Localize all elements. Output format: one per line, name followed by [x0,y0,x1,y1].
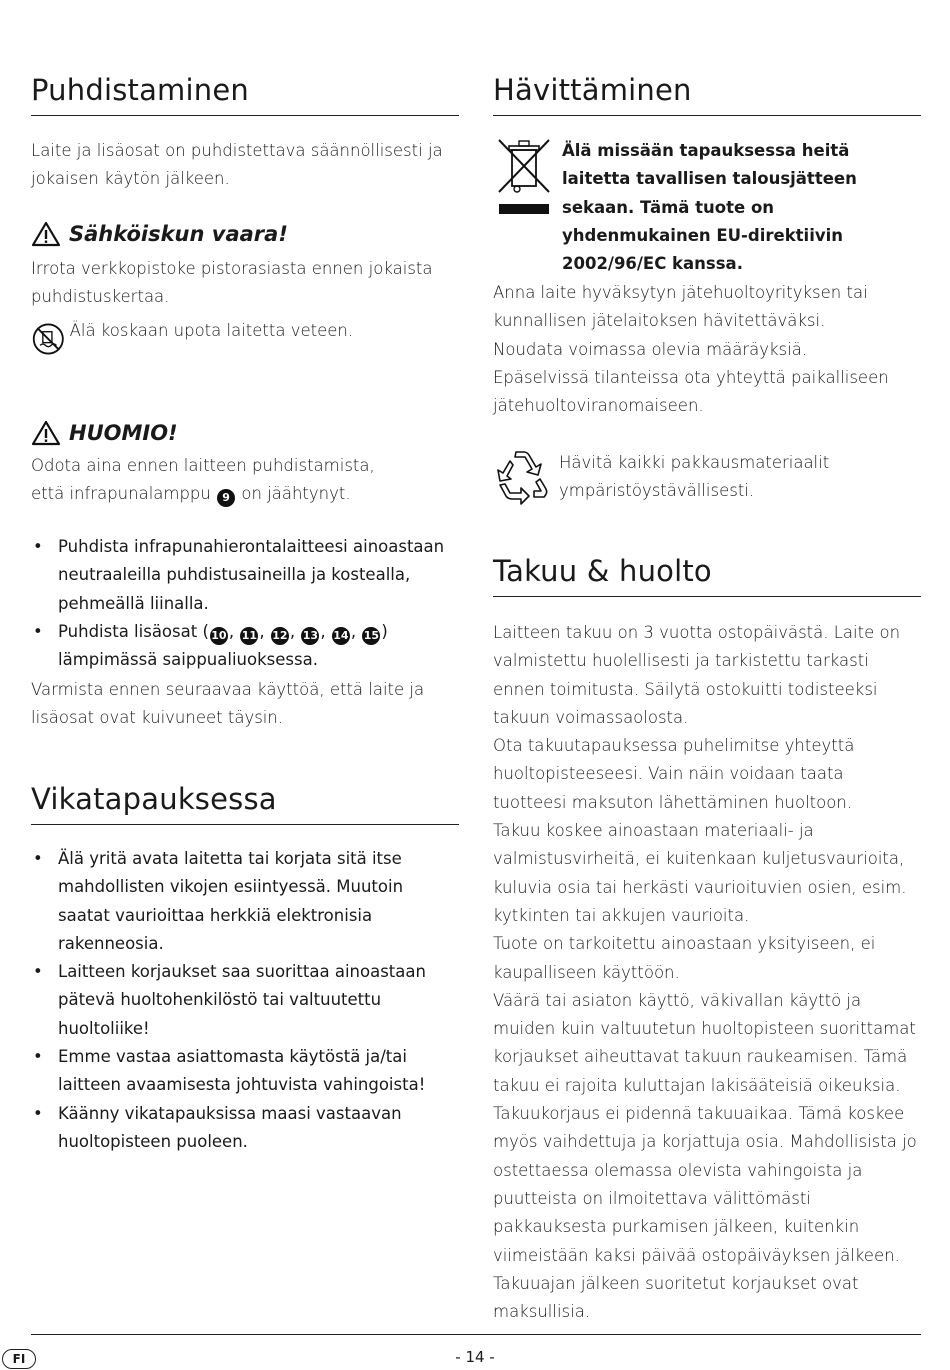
bullet2-text-a: Puhdista lisäosat ( [58,621,209,641]
cleaning-title: Puhdistaminen [31,72,459,116]
shock-warning-heading [31,219,288,249]
list-item: • Älä yritä avata laitetta tai korjata sitä itse mahdollisten vikojen esiintyessä. Muutoin saatat vaurioittaa herkkiä elektronisia rakenneosia. [31,845,459,958]
part-number-badge: 10 [210,627,228,645]
warranty-body [493,619,921,1326]
cleaning-intro: Laite ja lisäosat on puhdistettava säännöllisesti ja jokaisen käytön jälkeen. [31,141,443,189]
footer-divider [31,1334,921,1335]
fault-bullets [31,845,459,1156]
warranty-paragraph: Väärä tai asiaton käyttö, väkivallan käyttö ja muiden kuin valtuutetun huoltopisteen suorittamat korjaukset aiheuttavat takuun raukeamisen. Tämä takuu ei rajoita kuluttajan lakisääteisiä oikeuksia. [493,990,916,1095]
weee-warning-text: Älä missään tapauksessa heitä laitetta tavallisen talousjätteen sekaan. Tämä tuote on yhdenmukainen EU-direktiivin 2002/96/EC kanssa. [562,141,857,274]
note-heading [31,418,178,448]
crossed-bin-icon [495,138,553,218]
warranty-paragraph: Tuote on tarkoitettu ainoastaan yksityiseen, ei kaupalliseen käyttöön. [493,934,876,982]
warranty-paragraph: Takuu koskee ainoastaan materiaali- ja valmistusvirheitä, ei kuitenkaan kuljetusvaurioita, kuluvia osia tai herkästi vaurioituvien osien, esim. kytkinten tai akkujen vaurioita. [493,821,907,925]
part-number-badge: 15 [362,627,380,645]
list-item: • Emme vastaa asiattomasta käytöstä ja/tai laitteen avaamisesta johtuvista vahingoista! [31,1043,459,1100]
warranty-paragraph: Ota takuutapauksessa puhelimitse yhteyttä huoltopisteeseesi. Vain näin voidaan taata tuotteesi maksuton lähettäminen huoltoon. [493,736,855,812]
disposal-text-3: Epäselvissä tilanteissa ota yhteyttä paikalliseen jätehuoltoviranomaiseen. [493,368,889,416]
shock-warning-text: Irrota verkkopistoke pistorasiasta ennen jokaista puhdistuskertaa. [31,259,433,307]
list-item: • Puhdista lisäosat ( 10 , 11 , 12 , 13 , 14 , 15 ) lämpimässä saippualiuoksessa. [31,618,459,675]
warning-triangle-icon [31,221,61,247]
list-item: • Laitteen korjaukset saa suorittaa ainoastaan pätevä huoltohenkilöstö tai valtuutettu huoltoliike! [31,958,459,1043]
part-number-badge: 12 [271,627,289,645]
warranty-paragraph: Laitteen takuu on 3 vuotta ostopäivästä. Laite on valmistettu huolellisesti ja tarkistettu tarkasti ennen toimitusta. Säilytä ostokuitti todisteeksi takuun voimassaolosta. [493,623,901,727]
language-badge: FI [2,1349,36,1369]
part-number-badge: 13 [301,627,319,645]
note-text-b: että infrapunalamppu [31,484,211,504]
warning-triangle-icon [31,420,61,446]
disposal-text: Anna laite hyväksytyn jätehuoltoyrityksen tai kunnallisen jätelaitoksen hävitettäväksi. [493,283,868,331]
note-text [31,452,459,509]
cleaning-bullets [31,533,459,674]
no-water-text: Älä koskaan upota laitetta veteen. [69,321,354,340]
no-immersion-icon [31,320,66,358]
page-number: - 14 - [455,1348,495,1366]
recycle-text: Hävitä kaikki pakkausmateriaalit ympäristöystävällisesti. [559,453,830,501]
warranty-title: Takuu & huolto [493,553,921,597]
disposal-text-2: Noudata voimassa olevia määräyksiä. [493,340,808,359]
disposal-title: Hävittäminen [493,72,921,116]
warranty-paragraph: Takuukorjaus ei pidennä takuuaikaa. Tämä koskee myös vaihdettuja ja korjattuja osia. Mahdollisista jo ostettaessa olemassa olevista vahingoista ja puutteista on ilmoitettava välittömästi pakkauksesta purkamisen jälkeen, kuitenkin viimeistään kaksi päivää ostopäiväyksen jälkeen. Takuuajan jälkeen suoritetut korjaukset ovat maksullisia. [493,1104,917,1322]
part-number-badge: 9 [217,489,235,507]
recycle-icon [494,451,550,505]
bullet2-text-b: ) lämpimässä saippualiuoksessa. [58,621,388,670]
no-water-row [31,320,459,358]
fault-title: Vikatapauksessa [31,781,459,825]
list-item: • Käänny vikatapauksissa maasi vastaavan huoltopisteen puoleen. [31,1100,459,1157]
part-number-badge: 11 [240,627,258,645]
note-text-c: on jäähtynyt. [241,484,351,504]
part-number-badge: 14 [332,627,350,645]
note-text-a: Odota aina ennen laitteen puhdistamista, [31,456,375,475]
list-item: • Puhdista infrapunahierontalaitteesi ainoastaan neutraaleilla puhdistusaineilla ja kostealla, pehmeällä liinalla. [31,533,459,618]
note-title: HUOMIO! [69,421,178,445]
shock-warning-title: Sähköiskun vaara! [69,222,288,246]
cleaning-outro: Varmista ennen seuraavaa käyttöä, että laite ja lisäosat ovat kuivuneet täysin. [31,680,425,728]
